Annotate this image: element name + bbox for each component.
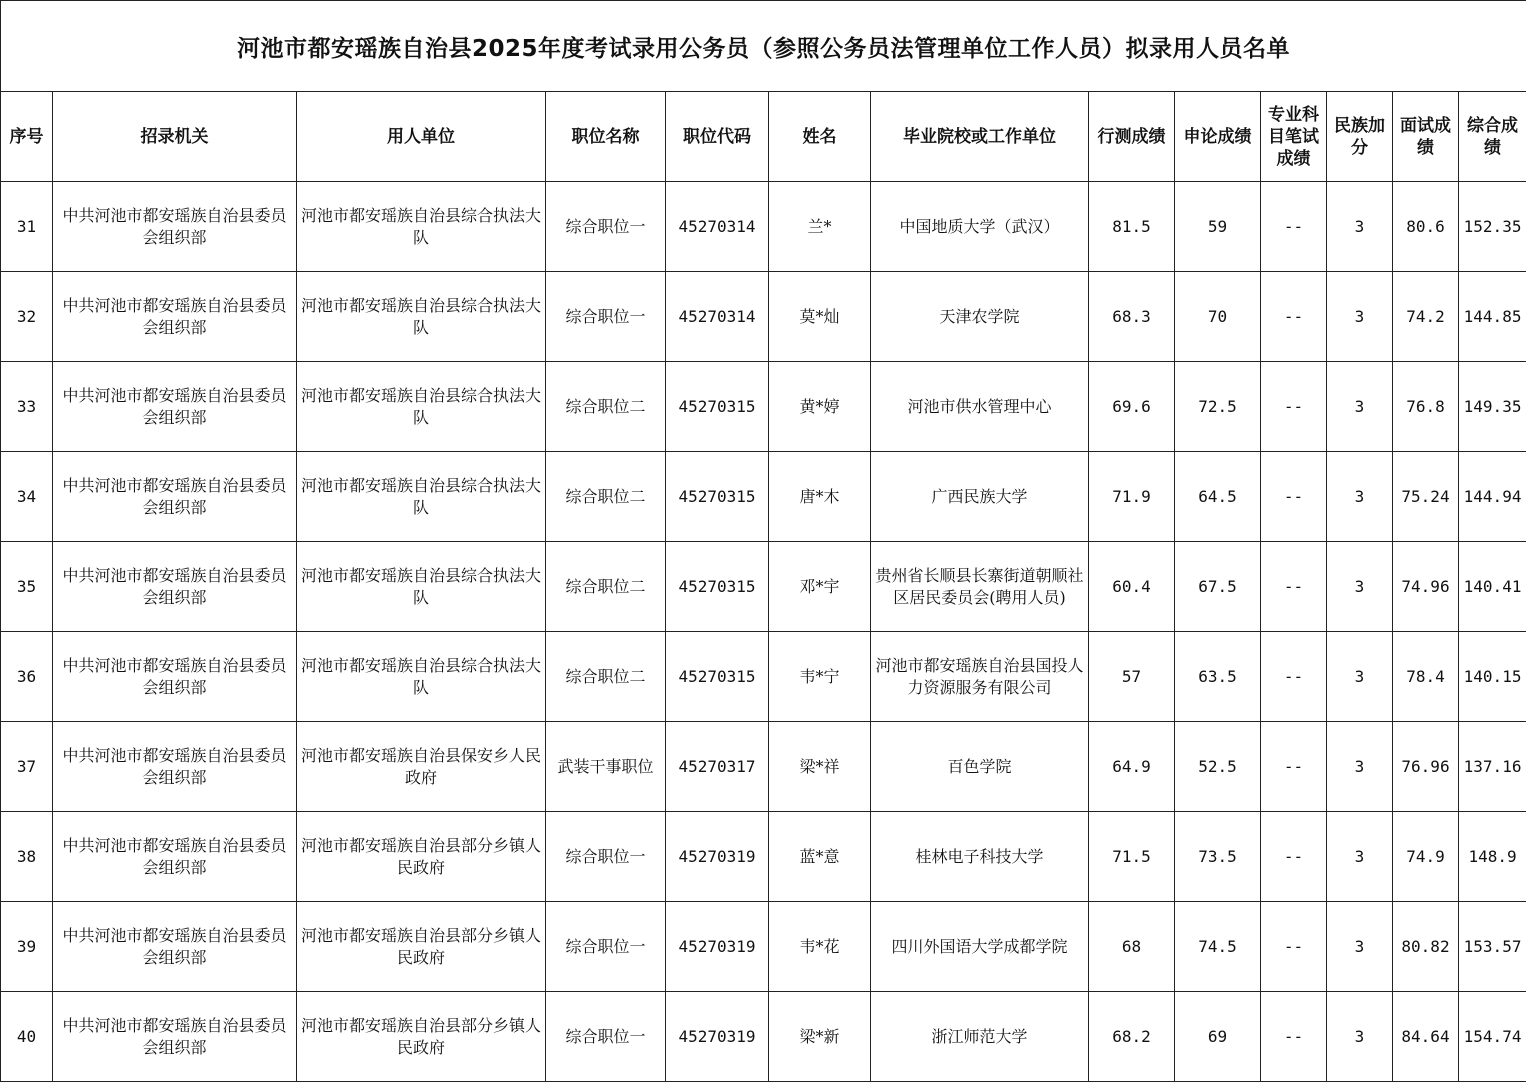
cell-essay-score: 64.5 — [1175, 452, 1261, 542]
header-recruiting-agency: 招录机关 — [53, 92, 297, 182]
cell-seq: 31 — [1, 182, 53, 272]
cell-school-or-workplace: 中国地质大学（武汉） — [871, 182, 1089, 272]
cell-interview-score: 78.4 — [1393, 632, 1459, 722]
cell-name: 黄*婷 — [769, 362, 871, 452]
cell-recruiting-agency: 中共河池市都安瑶族自治县委员会组织部 — [53, 542, 297, 632]
cell-position-name: 武装干事职位 — [546, 722, 666, 812]
cell-position-code: 45270315 — [666, 362, 769, 452]
cell-interview-score: 74.96 — [1393, 542, 1459, 632]
cell-position-code: 45270315 — [666, 542, 769, 632]
cell-employer: 河池市都安瑶族自治县综合执法大队 — [297, 542, 546, 632]
cell-interview-score: 80.82 — [1393, 902, 1459, 992]
cell-employer: 河池市都安瑶族自治县综合执法大队 — [297, 362, 546, 452]
cell-name: 韦*宁 — [769, 632, 871, 722]
cell-position-name: 综合职位二 — [546, 452, 666, 542]
cell-professional-score: -- — [1261, 992, 1327, 1082]
cell-aptitude-score: 81.5 — [1089, 182, 1175, 272]
cell-total-score: 140.41 — [1459, 542, 1526, 632]
cell-name: 唐*木 — [769, 452, 871, 542]
cell-essay-score: 67.5 — [1175, 542, 1261, 632]
header-aptitude-score: 行测成绩 — [1089, 92, 1175, 182]
cell-position-name: 综合职位二 — [546, 542, 666, 632]
cell-ethnic-bonus: 3 — [1327, 902, 1393, 992]
table-row — [1, 722, 1526, 812]
cell-interview-score: 76.96 — [1393, 722, 1459, 812]
cell-recruiting-agency: 中共河池市都安瑶族自治县委员会组织部 — [53, 452, 297, 542]
cell-name: 蓝*意 — [769, 812, 871, 902]
cell-employer: 河池市都安瑶族自治县综合执法大队 — [297, 632, 546, 722]
table-row — [1, 272, 1526, 362]
cell-school-or-workplace: 贵州省长顺县长寨街道朝顺社区居民委员会(聘用人员) — [871, 542, 1089, 632]
cell-aptitude-score: 71.9 — [1089, 452, 1175, 542]
cell-ethnic-bonus: 3 — [1327, 722, 1393, 812]
table-row — [1, 542, 1526, 632]
cell-interview-score: 74.2 — [1393, 272, 1459, 362]
cell-aptitude-score: 64.9 — [1089, 722, 1175, 812]
cell-name: 韦*花 — [769, 902, 871, 992]
table-row — [1, 182, 1526, 272]
header-row — [1, 92, 1526, 182]
cell-recruiting-agency: 中共河池市都安瑶族自治县委员会组织部 — [53, 272, 297, 362]
cell-professional-score: -- — [1261, 722, 1327, 812]
cell-recruiting-agency: 中共河池市都安瑶族自治县委员会组织部 — [53, 812, 297, 902]
cell-essay-score: 72.5 — [1175, 362, 1261, 452]
cell-position-code: 45270314 — [666, 272, 769, 362]
cell-recruiting-agency: 中共河池市都安瑶族自治县委员会组织部 — [53, 992, 297, 1082]
cell-school-or-workplace: 桂林电子科技大学 — [871, 812, 1089, 902]
cell-name: 邓*宇 — [769, 542, 871, 632]
cell-professional-score: -- — [1261, 812, 1327, 902]
cell-recruiting-agency: 中共河池市都安瑶族自治县委员会组织部 — [53, 722, 297, 812]
cell-essay-score: 59 — [1175, 182, 1261, 272]
cell-school-or-workplace: 天津农学院 — [871, 272, 1089, 362]
cell-professional-score: -- — [1261, 632, 1327, 722]
cell-aptitude-score: 57 — [1089, 632, 1175, 722]
header-interview-score: 面试成绩 — [1393, 92, 1459, 182]
cell-ethnic-bonus: 3 — [1327, 542, 1393, 632]
cell-professional-score: -- — [1261, 362, 1327, 452]
cell-employer: 河池市都安瑶族自治县综合执法大队 — [297, 182, 546, 272]
cell-position-code: 45270315 — [666, 452, 769, 542]
cell-interview-score: 80.6 — [1393, 182, 1459, 272]
page-title: 河池市都安瑶族自治县2025年度考试录用公务员（参照公务员法管理单位工作人员）拟录用人员名单 — [1, 1, 1526, 92]
cell-name: 兰* — [769, 182, 871, 272]
cell-school-or-workplace: 四川外国语大学成都学院 — [871, 902, 1089, 992]
cell-seq: 33 — [1, 362, 53, 452]
cell-aptitude-score: 71.5 — [1089, 812, 1175, 902]
cell-school-or-workplace: 河池市都安瑶族自治县国投人力资源服务有限公司 — [871, 632, 1089, 722]
cell-total-score: 149.35 — [1459, 362, 1526, 452]
cell-professional-score: -- — [1261, 272, 1327, 362]
cell-seq: 39 — [1, 902, 53, 992]
table-row — [1, 992, 1526, 1082]
cell-aptitude-score: 69.6 — [1089, 362, 1175, 452]
cell-recruiting-agency: 中共河池市都安瑶族自治县委员会组织部 — [53, 902, 297, 992]
cell-essay-score: 69 — [1175, 992, 1261, 1082]
header-essay-score: 申论成绩 — [1175, 92, 1261, 182]
cell-seq: 32 — [1, 272, 53, 362]
cell-school-or-workplace: 浙江师范大学 — [871, 992, 1089, 1082]
cell-position-code: 45270319 — [666, 812, 769, 902]
cell-interview-score: 74.9 — [1393, 812, 1459, 902]
cell-position-code: 45270315 — [666, 632, 769, 722]
cell-aptitude-score: 60.4 — [1089, 542, 1175, 632]
cell-position-name: 综合职位一 — [546, 812, 666, 902]
cell-interview-score: 75.24 — [1393, 452, 1459, 542]
header-ethnic-bonus: 民族加分 — [1327, 92, 1393, 182]
cell-essay-score: 63.5 — [1175, 632, 1261, 722]
cell-employer: 河池市都安瑶族自治县部分乡镇人民政府 — [297, 812, 546, 902]
cell-position-code: 45270317 — [666, 722, 769, 812]
cell-total-score: 144.85 — [1459, 272, 1526, 362]
cell-recruiting-agency: 中共河池市都安瑶族自治县委员会组织部 — [53, 632, 297, 722]
table-row — [1, 632, 1526, 722]
cell-ethnic-bonus: 3 — [1327, 812, 1393, 902]
cell-school-or-workplace: 河池市供水管理中心 — [871, 362, 1089, 452]
cell-position-code: 45270319 — [666, 992, 769, 1082]
cell-name: 莫*灿 — [769, 272, 871, 362]
cell-total-score: 154.74 — [1459, 992, 1526, 1082]
cell-position-name: 综合职位一 — [546, 182, 666, 272]
cell-professional-score: -- — [1261, 542, 1327, 632]
header-seq: 序号 — [1, 92, 53, 182]
cell-total-score: 140.15 — [1459, 632, 1526, 722]
header-total-score: 综合成绩 — [1459, 92, 1526, 182]
cell-position-code: 45270314 — [666, 182, 769, 272]
cell-recruiting-agency: 中共河池市都安瑶族自治县委员会组织部 — [53, 362, 297, 452]
cell-professional-score: -- — [1261, 902, 1327, 992]
cell-professional-score: -- — [1261, 452, 1327, 542]
cell-interview-score: 76.8 — [1393, 362, 1459, 452]
cell-total-score: 144.94 — [1459, 452, 1526, 542]
cell-essay-score: 70 — [1175, 272, 1261, 362]
header-school-or-workplace: 毕业院校或工作单位 — [871, 92, 1089, 182]
cell-position-name: 综合职位一 — [546, 902, 666, 992]
cell-ethnic-bonus: 3 — [1327, 632, 1393, 722]
cell-name: 梁*新 — [769, 992, 871, 1082]
table-row — [1, 902, 1526, 992]
header-position-name: 职位名称 — [546, 92, 666, 182]
cell-employer: 河池市都安瑶族自治县保安乡人民政府 — [297, 722, 546, 812]
header-name: 姓名 — [769, 92, 871, 182]
cell-seq: 38 — [1, 812, 53, 902]
cell-employer: 河池市都安瑶族自治县综合执法大队 — [297, 272, 546, 362]
cell-essay-score: 52.5 — [1175, 722, 1261, 812]
cell-position-name: 综合职位二 — [546, 632, 666, 722]
cell-aptitude-score: 68 — [1089, 902, 1175, 992]
cell-total-score: 153.57 — [1459, 902, 1526, 992]
cell-essay-score: 74.5 — [1175, 902, 1261, 992]
cell-ethnic-bonus: 3 — [1327, 362, 1393, 452]
header-position-code: 职位代码 — [666, 92, 769, 182]
cell-recruiting-agency: 中共河池市都安瑶族自治县委员会组织部 — [53, 182, 297, 272]
cell-employer: 河池市都安瑶族自治县部分乡镇人民政府 — [297, 992, 546, 1082]
cell-ethnic-bonus: 3 — [1327, 992, 1393, 1082]
table-row — [1, 452, 1526, 542]
cell-aptitude-score: 68.3 — [1089, 272, 1175, 362]
cell-interview-score: 84.64 — [1393, 992, 1459, 1082]
cell-position-name: 综合职位一 — [546, 272, 666, 362]
cell-seq: 37 — [1, 722, 53, 812]
header-employer: 用人单位 — [297, 92, 546, 182]
cell-school-or-workplace: 百色学院 — [871, 722, 1089, 812]
cell-ethnic-bonus: 3 — [1327, 182, 1393, 272]
cell-aptitude-score: 68.2 — [1089, 992, 1175, 1082]
cell-employer: 河池市都安瑶族自治县部分乡镇人民政府 — [297, 902, 546, 992]
cell-total-score: 152.35 — [1459, 182, 1526, 272]
cell-position-name: 综合职位一 — [546, 992, 666, 1082]
cell-ethnic-bonus: 3 — [1327, 452, 1393, 542]
cell-total-score: 137.16 — [1459, 722, 1526, 812]
cell-seq: 36 — [1, 632, 53, 722]
cell-seq: 40 — [1, 992, 53, 1082]
cell-position-name: 综合职位二 — [546, 362, 666, 452]
cell-school-or-workplace: 广西民族大学 — [871, 452, 1089, 542]
cell-essay-score: 73.5 — [1175, 812, 1261, 902]
cell-name: 梁*祥 — [769, 722, 871, 812]
cell-seq: 35 — [1, 542, 53, 632]
table-row — [1, 362, 1526, 452]
cell-position-code: 45270319 — [666, 902, 769, 992]
cell-ethnic-bonus: 3 — [1327, 272, 1393, 362]
cell-professional-score: -- — [1261, 182, 1327, 272]
table-row — [1, 812, 1526, 902]
header-professional-score: 专业科目笔试成绩 — [1261, 92, 1327, 182]
cell-seq: 34 — [1, 452, 53, 542]
cell-employer: 河池市都安瑶族自治县综合执法大队 — [297, 452, 546, 542]
cell-total-score: 148.9 — [1459, 812, 1526, 902]
